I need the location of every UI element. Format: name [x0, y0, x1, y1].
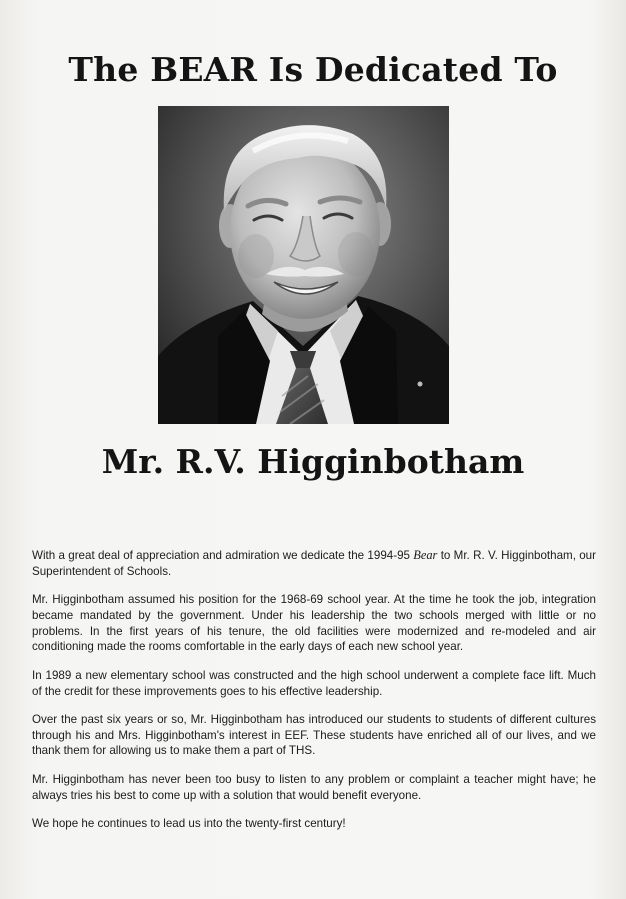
paragraph-listening: Mr. Higginbotham has never been too busy to listen to any problem or complaint a teacher might have; he always tries his best to come up with a solution that would benefit everyone. [32, 772, 596, 802]
yearbook-title: Bear [413, 548, 438, 562]
dedication-text [32, 548, 596, 844]
honoree-portrait-photo [158, 106, 449, 424]
portrait-illustration [158, 106, 449, 424]
dedication-heading: The BEAR Is Dedicated To [68, 50, 558, 89]
paragraph-tenure: Mr. Higginbotham assumed his position for the 1968-69 school year. At the time he took the job, integration became mandated by the government. Under his leadership the two schools merged with little or no problems. In the first years of his tenure, the old facilities were modernized and re-modeled and air conditioning made the rooms comfortable in the early days of each new school year. [32, 593, 596, 654]
paragraph-construction: In 1989 a new elementary school was constructed and the high school underwent a complete face lift. Much of the credit for these improvements goes to his effective leadership. [32, 668, 596, 698]
paragraph-dedication [32, 548, 596, 580]
honoree-name: Mr. R.V. Higginbotham [101, 442, 525, 481]
paragraph-1-tail: to Mr. R. V. Higginbotham, our Superintendent of Schools. [32, 549, 596, 578]
paragraph-eef: Over the past six years or so, Mr. Higginbotham has introduced our students to students of different cultures through his and Mrs. Higginbotham's interest in EEF. These students have enriched all of our lives, and we thank them for allowing us to make them a part of THS. [32, 712, 596, 758]
paragraph-closing: We hope he continues to lead us into the twenty-first century! [32, 816, 346, 830]
paragraph-1-lead: With a great deal of appreciation and admiration we dedicate the 1994-95 [32, 549, 414, 562]
